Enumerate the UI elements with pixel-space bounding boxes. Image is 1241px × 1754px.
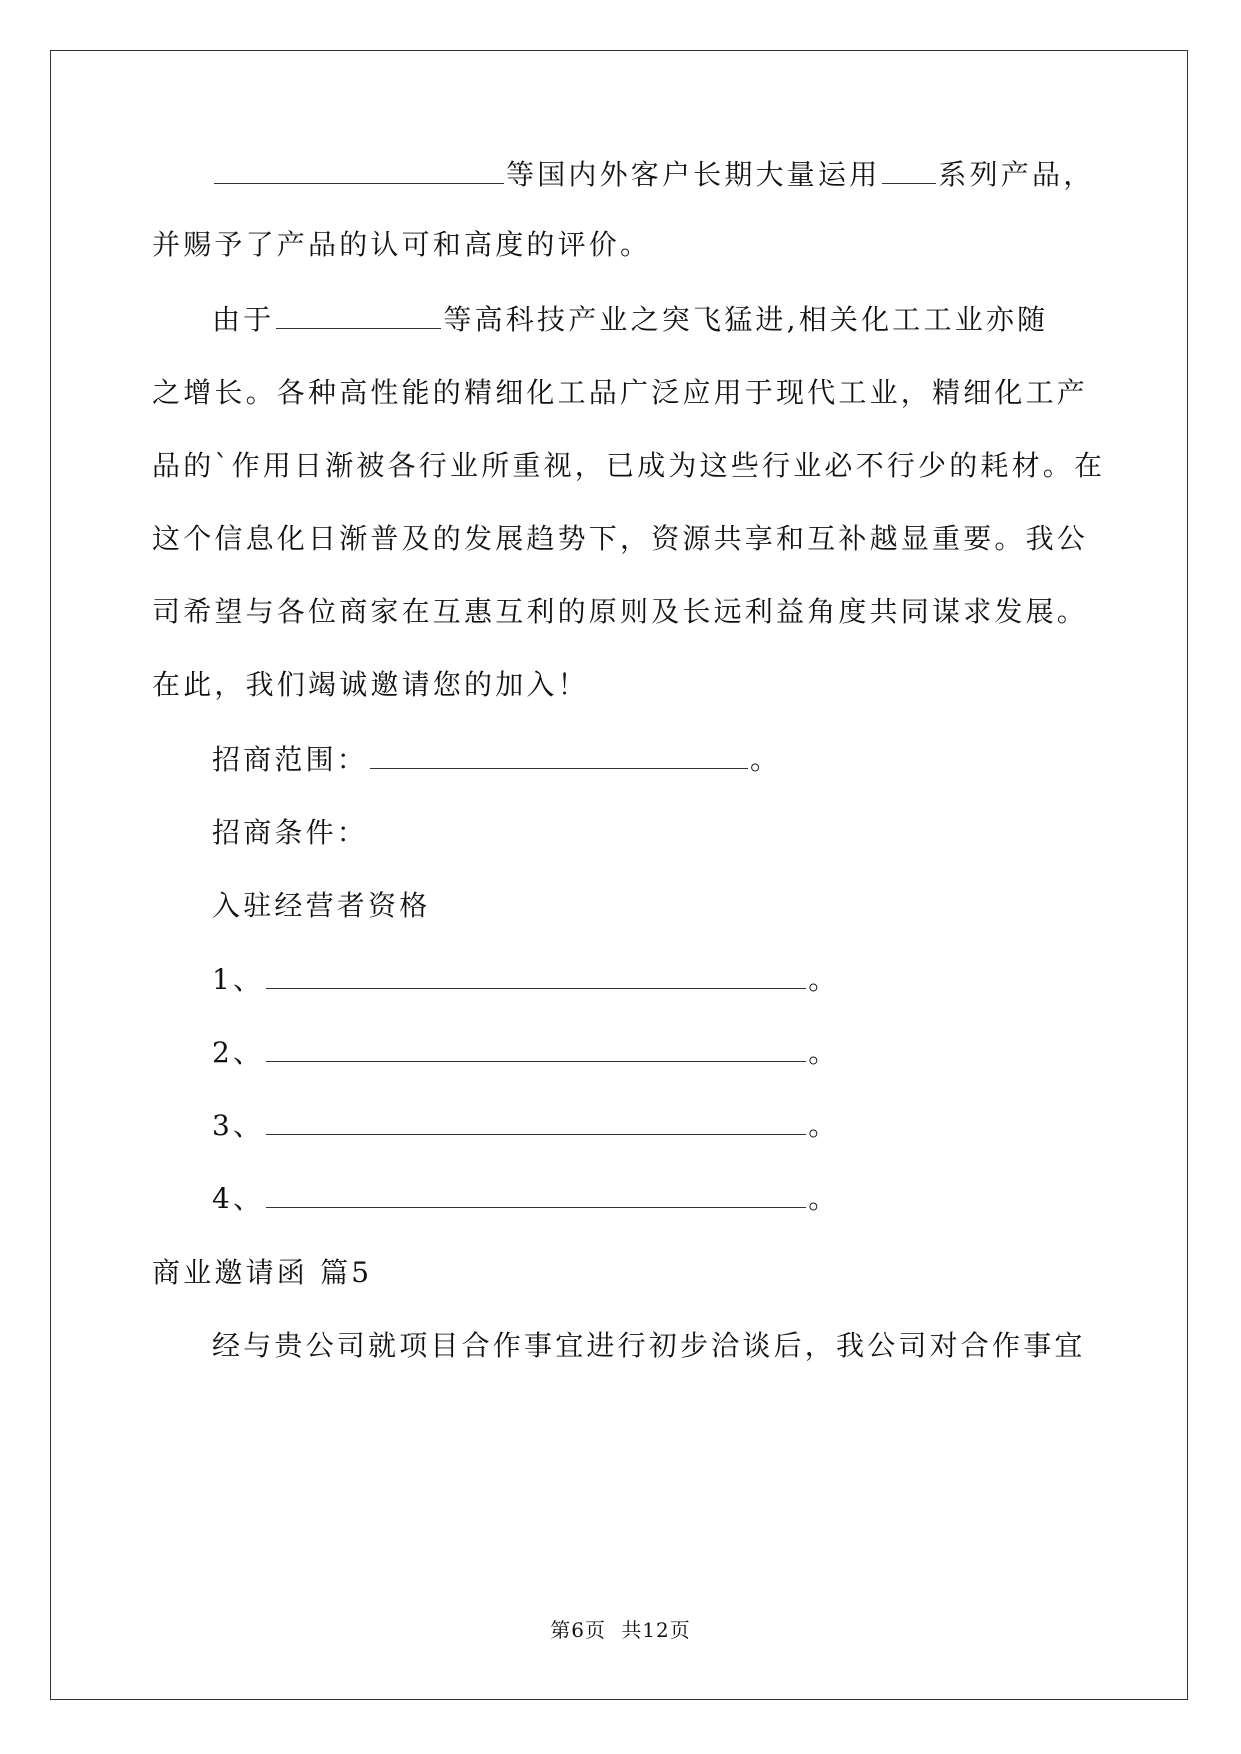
paragraph-line: 在此，我们竭诚邀请您的加入！: [152, 668, 589, 701]
section-heading: 商业邀请函 篇5: [152, 1256, 373, 1289]
paragraph-line: 司希望与各位商家在互惠互利的原则及长远利益角度共同谋求发展。: [152, 595, 1089, 628]
paragraph-line: 经与贵公司就项目合作事宜进行初步洽谈后，我公司对合作事宜: [212, 1329, 1086, 1362]
list-item: [212, 960, 839, 1000]
conditions-label: 招商条件：: [212, 816, 369, 849]
fill-blank: [370, 742, 748, 769]
paragraph-line: 并赐予了产品的认可和高度的评价。: [152, 228, 652, 261]
qualification-label: 入驻经营者资格: [212, 889, 431, 922]
page-footer: [0, 1618, 1241, 1642]
paragraph-line: [212, 155, 1094, 195]
text-span: 。: [808, 1182, 840, 1215]
list-item: [212, 1106, 839, 1146]
paragraph-line: 之增长。各种高性能的精细化工品广泛应用于现代工业，精细化工产: [152, 376, 1089, 409]
text-span: 。: [750, 743, 782, 776]
fill-blank: [882, 157, 936, 184]
paragraph-line: [212, 300, 1048, 340]
item-number: 4、: [212, 1182, 265, 1215]
list-item: [212, 1033, 839, 1073]
fill-blank: [266, 962, 806, 989]
text-span: 。: [808, 1109, 840, 1142]
text-span: 。: [808, 1036, 840, 1069]
scope-label: 招商范围：: [212, 743, 369, 776]
fill-blank: [266, 1108, 806, 1135]
paragraph-line: 这个信息化日渐普及的发展趋势下，资源共享和互补越显重要。我公: [152, 522, 1089, 555]
scope-line: [212, 740, 781, 780]
text-span: 等国内外客户长期大量运用: [506, 158, 881, 191]
fill-blank: [266, 1181, 806, 1208]
item-number: 3、: [212, 1109, 265, 1142]
fill-blank: [276, 302, 441, 329]
text-span: 系列产品，: [938, 158, 1095, 191]
text-span: 等高科技产业之突飞猛进,相关化工工业亦随: [443, 303, 1049, 336]
fill-blank: [266, 1035, 806, 1062]
text-span: 。: [808, 963, 840, 996]
paragraph-line: 品的`作用日渐被各行业所重视，已成为这些行业必不行少的耗材。在: [152, 449, 1106, 482]
text-span: 由于: [212, 303, 275, 336]
item-number: 1、: [212, 963, 265, 996]
page-total: 共12页: [621, 1618, 691, 1642]
fill-blank: [214, 157, 504, 184]
list-item: [212, 1179, 839, 1219]
item-number: 2、: [212, 1036, 265, 1069]
page-number: 第6页: [550, 1618, 606, 1642]
page-border: [50, 50, 1188, 1700]
